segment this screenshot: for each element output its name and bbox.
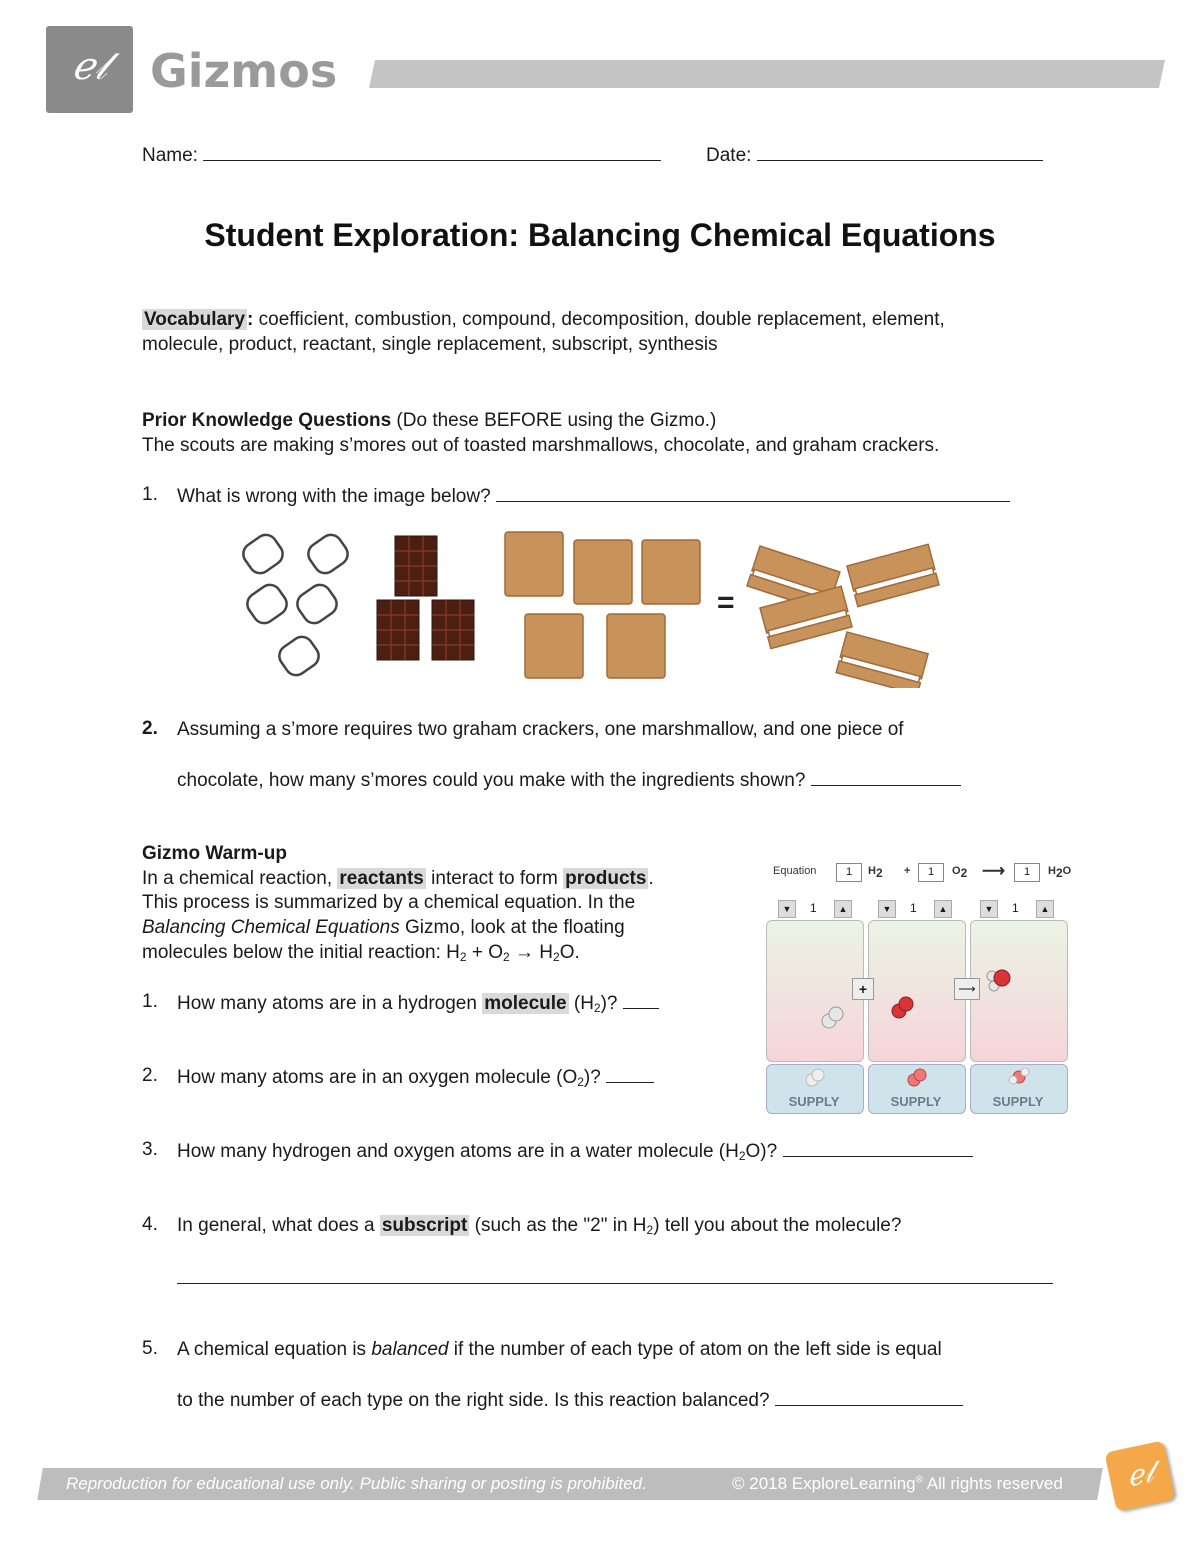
warmup-q4-number: 4. [142,1214,158,1235]
prior-heading: Prior Knowledge Questions (Do these BEFORE using the Gizmo.) [142,410,717,431]
warmup-q3-number: 3. [142,1139,158,1160]
name-line[interactable] [203,142,661,161]
h2-molecule-icon [818,1004,848,1032]
supply-label-h2o: SUPPLY [992,1094,1044,1109]
marshmallows [239,531,352,680]
vocabulary-line2: molecule, product, reactant, single replacement, subscript, synthesis [142,334,718,355]
up-arrow-icon[interactable]: ▲ [1036,900,1054,918]
prior-q2-line1: Assuming a s’more requires two graham crackers, one marshmallow, and one piece of [177,719,904,740]
o2-supply-icon [906,1068,928,1088]
header-bar [369,60,1165,88]
date-label: Date: [706,145,752,166]
down-arrow-icon[interactable]: ▼ [980,900,998,918]
name-field[interactable] [142,142,661,168]
warmup-q5-number: 5. [142,1338,158,1359]
species-h2o: $H_2O$ [1048,865,1072,880]
warmup-q5-answer-line[interactable] [775,1387,963,1406]
prior-q1-number: 1. [142,484,158,505]
h2-supply-icon [804,1068,826,1088]
equals-sign: = [717,586,735,619]
molecule-highlight: molecule [484,993,567,1014]
date-field[interactable] [706,142,1043,168]
prior-q2-line2: chocolate, how many s’mores could you make with the ingredients shown? [177,767,961,793]
products-highlight: products [565,868,647,889]
warmup-q1-answer-line[interactable] [623,990,659,1009]
warmup-q1-number: 1. [142,991,158,1012]
equation-label: Equation [773,865,817,877]
footer-el-glyph: ℯ𝓁 [1123,1455,1156,1494]
warmup-q4-answer-line[interactable] [177,1283,1053,1284]
smores-illustration [235,528,955,688]
footer-notice: Reproduction for educational use only. Public sharing or posting is prohibited. [66,1474,647,1493]
stepper-1[interactable] [778,900,854,918]
coef-h2o-box[interactable]: 1 [1014,863,1040,882]
gizmo-simulation [760,856,1080,1116]
smores [747,544,939,688]
warmup-p1: In a chemical reaction, reactants interact to form products . [142,868,654,889]
warmup-q1: How many atoms are in a hydrogen molecule $(H_2)$? [177,990,659,1016]
arrow-button[interactable]: ⟶ [954,978,980,1000]
warmup-q4: In general, what does a subscript (such as the "2" in $H_2$) tell you about the molecule? [177,1215,902,1237]
prior-q1: What is wrong with the image below? [177,483,1010,509]
stepper-2[interactable] [878,900,954,918]
plus-button[interactable]: + [852,978,874,1000]
subscript-highlight: subscript [381,1215,468,1236]
o2-molecule-icon [888,994,918,1022]
vocabulary-label: Vocabulary [144,309,246,330]
stepper-3[interactable] [980,900,1056,918]
warmup-q5-line2: to the number of each type on the right side. Is this reaction balanced? [177,1387,963,1413]
down-arrow-icon[interactable]: ▼ [878,900,896,918]
prior-q2-number: 2. [142,718,158,739]
down-arrow-icon[interactable]: ▼ [778,900,796,918]
warmup-p4: molecules below the initial reaction: $H_2 + O_2 \to H_2O$. [142,942,580,964]
warmup-heading: Gizmo Warm-up [142,843,287,864]
page-title: Student Exploration: Balancing Chemical Equations [204,217,996,253]
up-arrow-icon[interactable]: ▲ [834,900,852,918]
warmup-q2-number: 2. [142,1065,158,1086]
up-arrow-icon[interactable]: ▲ [934,900,952,918]
el-logo-glyph: ℯ𝓁 [71,44,108,88]
supply-label-o2: SUPPLY [890,1094,942,1109]
reactant-panel-h2 [766,920,864,1062]
reactants-highlight: reactants [339,868,424,889]
graham-crackers [505,532,700,678]
prior-intro: The scouts are making s’mores out of toasted marshmallows, chocolate, and graham crackers. [142,435,940,456]
h2o-molecule-icon [982,966,1016,996]
h2o-supply-icon [1008,1068,1030,1088]
date-line[interactable] [757,142,1043,161]
stepper-value: 1 [810,901,817,915]
warmup-q3: How many hydrogen and oxygen atoms are in a water molecule $(H_2O)$? [177,1138,973,1164]
vocabulary-line1: Vocabulary : coefficient, combustion, compound, decomposition, double replacement, element, [144,309,945,330]
coef-o2-box[interactable]: 1 [918,863,944,882]
warmup-q3-answer-line[interactable] [783,1138,973,1157]
species-h2: $H_2$ [868,865,883,880]
gizmos-wordmark: Gizmos [150,44,338,98]
coef-h2-box[interactable]: 1 [836,863,862,882]
stepper-value: 1 [1012,901,1019,915]
warmup-q2: How many atoms are in an oxygen molecule $(O_2)$? [177,1064,654,1090]
footer-copyright: © 2018 ExploreLearning® All rights reserved [732,1474,1063,1493]
warmup-p3: Balancing Chemical Equations Gizmo, look at the floating [142,917,625,938]
species-o2: $O_2$ [952,865,968,880]
warmup-q5-line1: A chemical equation is balanced if the number of each type of atom on the left side is equal [177,1339,942,1360]
reactant-panel-o2 [868,920,966,1062]
supply-label-h2: SUPPLY [788,1094,840,1109]
prior-q1-answer-line[interactable] [496,483,1010,502]
warmup-q2-answer-line[interactable] [606,1064,654,1083]
plus-sign: + [904,865,911,877]
warmup-p2: This process is summarized by a chemical equation. In the [142,892,636,913]
name-label: Name: [142,145,198,166]
reaction-arrow: ⟶ [982,863,1005,880]
prior-q2-answer-line[interactable] [811,767,961,786]
stepper-value: 1 [910,901,917,915]
